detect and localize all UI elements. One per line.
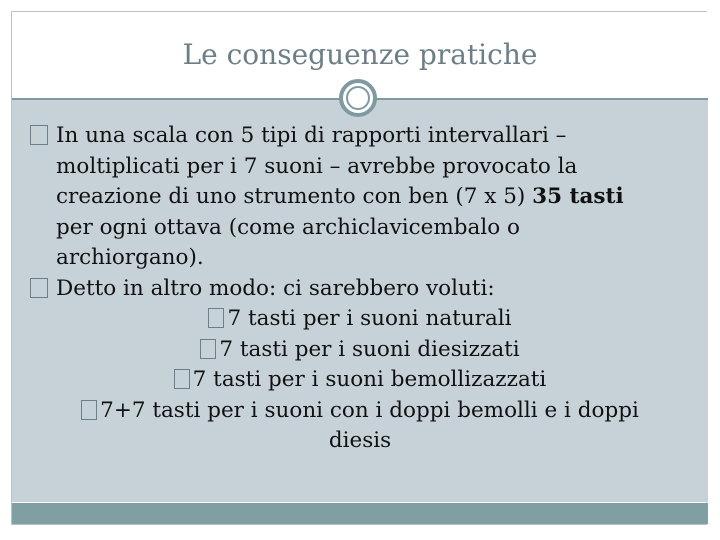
slide-title: Le conseguenze pratiche xyxy=(182,38,538,71)
bullet-1-line-4: per ogni ottava (come archiclavicembalo o xyxy=(56,214,520,240)
divider-circle-ornament xyxy=(339,79,377,117)
bullet-1-line-3-text: creazione di uno strumento con ben (7 x 5) xyxy=(56,184,533,209)
sub-item-4-text: 7+7 tasti per i suoni con i doppi bemolli e i doppi xyxy=(100,397,639,423)
sub-item-1 xyxy=(30,304,690,335)
missing-glyph-icon xyxy=(208,308,224,328)
bullet-1-line-1: In una scala con 5 tipi di rapporti intervallari – xyxy=(56,123,567,148)
bullet-1-emphasis: 35 tasti xyxy=(532,184,624,209)
sub-item-3 xyxy=(30,365,690,396)
missing-glyph-icon xyxy=(81,400,97,420)
missing-glyph-icon xyxy=(174,369,190,389)
sub-item-4 xyxy=(30,396,690,427)
bullet-1-line-3 xyxy=(30,182,690,213)
missing-glyph-icon xyxy=(200,339,216,359)
bullet-item-2 xyxy=(30,274,690,305)
missing-glyph-icon xyxy=(30,278,48,298)
bullet-1-line-2: moltiplicati per i 7 suoni – avrebbe provocato la xyxy=(56,153,578,179)
sub-item-2-text: 7 tasti per i suoni diesizzati xyxy=(219,336,520,362)
sub-item-2 xyxy=(30,335,690,366)
footer-bar xyxy=(12,503,708,524)
sub-item-1-text: 7 tasti per i suoni naturali xyxy=(227,306,512,331)
bullet-1-line-5: archiorgano). xyxy=(56,245,204,270)
slide-body xyxy=(30,121,690,457)
bullet-item-1 xyxy=(30,121,690,152)
sub-item-3-text: 7 tasti per i suoni bemollizazzati xyxy=(192,367,547,392)
bullet-2-text: Detto in altro modo: ci sarebbero voluti: xyxy=(56,275,495,301)
sub-item-4-continuation: diesis xyxy=(328,428,392,453)
missing-glyph-icon xyxy=(30,125,48,145)
